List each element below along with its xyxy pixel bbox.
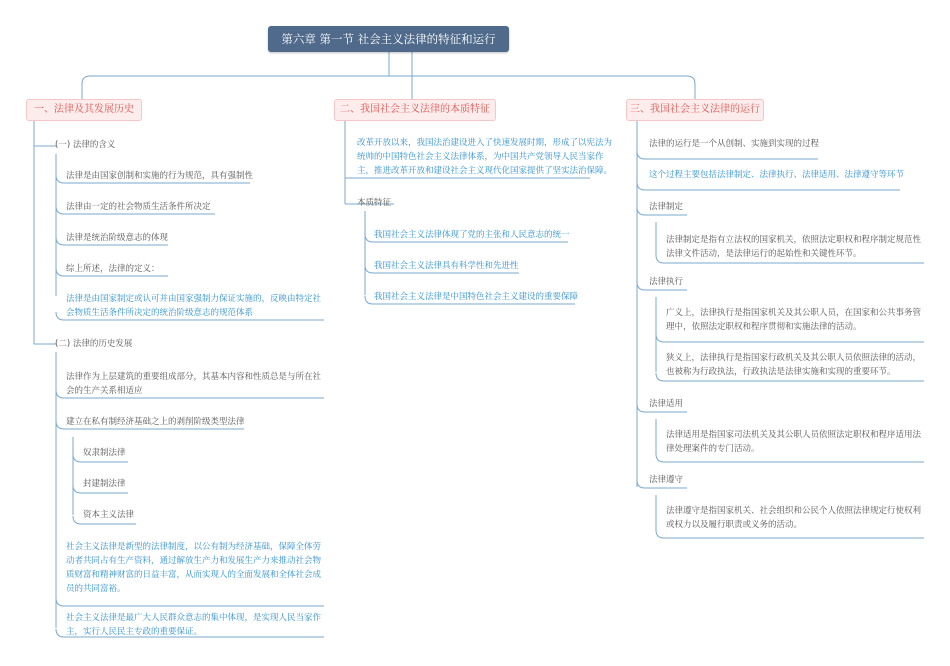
law-meaning-item-1[interactable]: 法律是由国家创制和实施的行为规范，具有强制性 <box>66 171 254 181</box>
essential-features-node[interactable]: 本质特征 <box>357 198 392 208</box>
capitalist-law[interactable]: 资本主义法律 <box>83 510 135 520</box>
law-meaning-item-2[interactable]: 法律由一定的社会物质生活条件所决定 <box>66 202 211 212</box>
root-topic[interactable]: 第六章 第一节 社会主义法律的特征和运行 <box>268 26 509 52</box>
law-operation-item-2[interactable]: 这个过程主要包括法律制定、法律执行、法律适用、法律遵守等环节 <box>649 170 905 180</box>
section-2-title[interactable]: 二、我国社会主义法律的本质特征 <box>334 99 496 121</box>
section-3-title[interactable]: 三、我国社会主义法律的运行 <box>626 99 764 121</box>
law-history-item-2[interactable]: 建立在私有制经济基础之上的剥削阶级类型法律 <box>66 417 245 427</box>
lawmaking-desc[interactable]: 法律制定是指有立法权的国家机关，依照法定职权和程序制定规范性法律文件活动，是法律运行的起始性和关键性环节。 <box>666 235 922 259</box>
law-history-node[interactable]: (二) 法律的历史发展 <box>55 339 133 349</box>
law-meaning-node[interactable]: (一) 法律的含义 <box>55 140 116 150</box>
law-history-item-1[interactable]: 法律作为上层建筑的重要组成部分，其基本内容和性质总是与所在社会的生产关系相适应 <box>66 372 322 396</box>
section-1-title[interactable]: 一、法律及其发展历史 <box>26 99 142 121</box>
enforcement-broad-desc[interactable]: 广义上，法律执行是指国家机关及其公职人员，在国家和公共事务管理中，依照法定职权和程序贯彻和实施法律的活动。 <box>666 308 922 332</box>
law-compliance-desc[interactable]: 法律遵守是指国家机关、社会组织和公民个人依照法律规定行使权利或权力以及履行职责或义务的活动。 <box>666 506 922 530</box>
law-application-node[interactable]: 法律适用 <box>649 399 684 409</box>
socialist-law-item-2[interactable]: 社会主义法律是最广大人民群众意志的集中体现，是实现人民当家作主，实行人民民主专政的重要保证。 <box>66 613 322 637</box>
law-definition[interactable]: 法律是由国家制定或认可并由国家强制力保证实施的，反映由特定社会物质生活条件所决定的统治阶级意志的规范体系 <box>66 294 322 318</box>
lawmaking-node[interactable]: 法律制定 <box>649 202 684 212</box>
essential-feature-2[interactable]: 我国社会主义法律具有科学性和先进性 <box>374 261 519 271</box>
enforcement-narrow-desc[interactable]: 狭义上，法律执行是指国家行政机关及其公职人员依照法律的活动，也被称为行政执法，行政执法是法律实施和实现的重要环节。 <box>666 353 922 377</box>
law-compliance-node[interactable]: 法律遵守 <box>649 475 684 485</box>
essential-feature-1[interactable]: 我国社会主义法律体现了党的主张和人民意志的统一 <box>374 230 570 240</box>
law-enforcement-node[interactable]: 法律执行 <box>649 277 684 287</box>
socialist-law-item-1[interactable]: 社会主义法律是新型的法律制度，以公有制为经济基础，保障全体劳动者共同占有生产资料，通过解放生产力和发展生产力来推动社会物质财富和精神财富的日益丰富，从而实现人的全面发展和全体社会成员的共同富裕。 <box>66 542 322 594</box>
feudal-law[interactable]: 封建制法律 <box>83 479 126 489</box>
law-operation-item-1[interactable]: 法律的运行是一个从创制、实施到实现的过程 <box>649 139 820 149</box>
slavery-law[interactable]: 奴隶制法律 <box>83 448 126 458</box>
law-application-desc[interactable]: 法律适用是指国家司法机关及其公职人员依照法定职权和程序适用法律处理案件的专门活动。 <box>666 430 922 454</box>
essential-feature-3[interactable]: 我国社会主义法律是中国特色社会主义建设的重要保障 <box>374 292 579 302</box>
reform-intro[interactable]: 改革开放以来，我国法治建设进入了快速发展时期，形成了以宪法为统帅的中国特色社会主义法律体系，为中国共产党领导人民当家作主，推进改革开放和建设社会主义现代化国家提供了坚实法治保障。 <box>357 138 613 176</box>
law-meaning-item-3[interactable]: 法律是统治阶级意志的体现 <box>66 233 169 243</box>
law-meaning-item-4[interactable]: 综上所述，法律的定义： <box>66 264 160 274</box>
